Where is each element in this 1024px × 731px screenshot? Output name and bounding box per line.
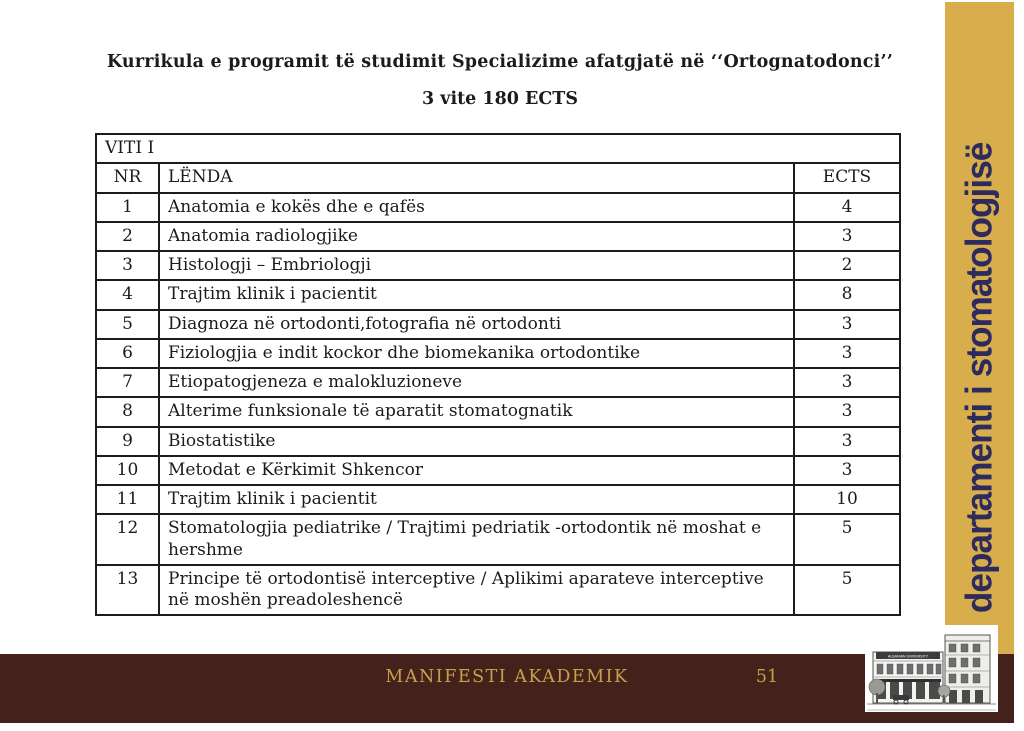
column-header-nr: NR bbox=[96, 163, 159, 192]
row-nr: 7 bbox=[96, 368, 159, 397]
row-nr: 2 bbox=[96, 222, 159, 251]
curriculum-table bbox=[95, 133, 901, 616]
table-row bbox=[96, 222, 900, 251]
table-row bbox=[96, 193, 900, 222]
row-lenda: Etiopatogjeneza e malokluzioneve bbox=[159, 368, 794, 397]
university-building-illustration bbox=[865, 625, 998, 712]
footer-title: MANIFESTI AKADEMIK bbox=[385, 667, 629, 687]
row-nr: 4 bbox=[96, 280, 159, 309]
row-lenda: Histologji – Embriologji bbox=[159, 251, 794, 280]
table-row bbox=[96, 368, 900, 397]
row-lenda: Anatomia e kokës dhe e qafës bbox=[159, 193, 794, 222]
row-ects: 4 bbox=[794, 193, 900, 222]
row-lenda: Anatomia radiologjike bbox=[159, 222, 794, 251]
department-ribbon-text: departamenti i stomatologjisë bbox=[958, 142, 1000, 614]
row-ects: 3 bbox=[794, 222, 900, 251]
row-ects: 3 bbox=[794, 310, 900, 339]
table-row bbox=[96, 251, 900, 280]
page-title-block bbox=[95, 52, 905, 109]
row-ects: 10 bbox=[794, 485, 900, 514]
table-row bbox=[96, 280, 900, 309]
row-nr: 5 bbox=[96, 310, 159, 339]
row-lenda: Trajtim klinik i pacientit bbox=[159, 280, 794, 309]
row-lenda: Fiziologjia e indit kockor dhe biomekanika ortodontike bbox=[159, 339, 794, 368]
row-nr: 12 bbox=[96, 514, 159, 565]
row-nr: 6 bbox=[96, 339, 159, 368]
table-row bbox=[96, 485, 900, 514]
row-lenda: Alterime funksionale të aparatit stomatognatik bbox=[159, 397, 794, 426]
row-lenda: Trajtim klinik i pacientit bbox=[159, 485, 794, 514]
row-ects: 5 bbox=[794, 565, 900, 616]
row-ects: 2 bbox=[794, 251, 900, 280]
curriculum-table-head bbox=[96, 134, 900, 193]
table-row bbox=[96, 565, 900, 616]
table-row bbox=[96, 397, 900, 426]
row-ects: 3 bbox=[794, 339, 900, 368]
table-row bbox=[96, 514, 900, 565]
row-ects: 5 bbox=[794, 514, 900, 565]
row-nr: 9 bbox=[96, 427, 159, 456]
row-lenda: Principe të ortodontisë interceptive / Aplikimi aparateve interceptive në moshën preadoleshencë bbox=[159, 565, 794, 616]
row-lenda: Diagnoza në ortodonti,fotografia në ortodonti bbox=[159, 310, 794, 339]
footer-page-number: 51 bbox=[755, 667, 779, 687]
curriculum-table-body bbox=[96, 193, 900, 616]
table-row bbox=[96, 456, 900, 485]
svg-text:ALBANIAN UNIVERSITY: ALBANIAN UNIVERSITY bbox=[887, 654, 929, 659]
row-nr: 1 bbox=[96, 193, 159, 222]
table-row bbox=[96, 310, 900, 339]
table-row bbox=[96, 427, 900, 456]
year-header-row bbox=[96, 134, 900, 163]
department-ribbon-label bbox=[957, 111, 1003, 646]
row-nr: 3 bbox=[96, 251, 159, 280]
page-subtitle: 3 vite 180 ECTS bbox=[422, 89, 578, 109]
row-nr: 8 bbox=[96, 397, 159, 426]
table-row bbox=[96, 339, 900, 368]
university-building-image bbox=[865, 625, 998, 712]
row-ects: 3 bbox=[794, 456, 900, 485]
column-header-row bbox=[96, 163, 900, 192]
year-header-cell: VITI I bbox=[96, 134, 900, 163]
footer-bar bbox=[0, 654, 1014, 723]
column-header-ects: ECTS bbox=[794, 163, 900, 192]
row-lenda: Metodat e Kërkimit Shkencor bbox=[159, 456, 794, 485]
row-ects: 3 bbox=[794, 397, 900, 426]
row-nr: 13 bbox=[96, 565, 159, 616]
page-title: Kurrikula e programit të studimit Specializime afatgjatë në ‘‘Ortognatodonci’’ bbox=[106, 52, 894, 72]
row-nr: 11 bbox=[96, 485, 159, 514]
row-ects: 8 bbox=[794, 280, 900, 309]
row-lenda: Biostatistike bbox=[159, 427, 794, 456]
column-header-lenda: LËNDA bbox=[159, 163, 794, 192]
row-lenda: Stomatologjia pediatrike / Trajtimi pedriatik -ortodontik në moshat e hershme bbox=[159, 514, 794, 565]
row-ects: 3 bbox=[794, 368, 900, 397]
row-ects: 3 bbox=[794, 427, 900, 456]
row-nr: 10 bbox=[96, 456, 159, 485]
